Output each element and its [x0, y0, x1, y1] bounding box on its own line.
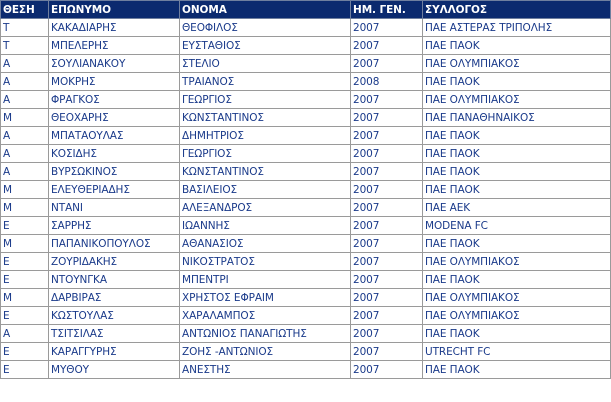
cell-position: Τ — [1, 37, 49, 55]
cell-surname: ΔΑΡΒΙΡΑΣ — [49, 289, 180, 307]
cell-club: ΠΑΕ ΠΑΟΚ — [423, 37, 611, 55]
header-position: ΘΕΣΗ — [1, 1, 49, 19]
table-row — [1, 217, 611, 235]
cell-club: UTRECHT FC — [423, 343, 611, 361]
cell-club: ΠΑΕ ΠΑΟΚ — [423, 325, 611, 343]
table-row — [1, 307, 611, 325]
table-row — [1, 145, 611, 163]
cell-first-name: ΖΟΗΣ -ΑΝΤΩΝΙΟΣ — [180, 343, 351, 361]
cell-surname: ΝΤΟΥΝΓΚΑ — [49, 271, 180, 289]
cell-first-name: ΜΠΕΝΤΡΙ — [180, 271, 351, 289]
cell-club: ΠΑΕ ΟΛΥΜΠΙΑΚΟΣ — [423, 253, 611, 271]
cell-first-name: ΝΙΚΟΣΤΡΑΤΟΣ — [180, 253, 351, 271]
cell-first-name: ΔΗΜΗΤΡΙΟΣ — [180, 127, 351, 145]
cell-surname: ΦΡΑΓΚΟΣ — [49, 91, 180, 109]
cell-club: ΠΑΕ ΠΑΟΚ — [423, 361, 611, 379]
cell-birth-year: 2007 — [351, 127, 423, 145]
table-row — [1, 19, 611, 37]
table-row — [1, 91, 611, 109]
cell-birth-year: 2007 — [351, 163, 423, 181]
cell-surname: ΚΟΣΙΔΗΣ — [49, 145, 180, 163]
cell-birth-year: 2007 — [351, 343, 423, 361]
header-birth-year: ΗΜ. ΓΕΝ. — [351, 1, 423, 19]
cell-position: Ε — [1, 343, 49, 361]
cell-surname: ΕΛΕΥΘΕΡΙΑΔΗΣ — [49, 181, 180, 199]
cell-first-name: ΧΑΡΑΛΑΜΠΟΣ — [180, 307, 351, 325]
table-body — [1, 19, 611, 379]
cell-position: Α — [1, 55, 49, 73]
cell-position: Α — [1, 145, 49, 163]
cell-club: ΠΑΕ ΠΑΟΚ — [423, 235, 611, 253]
cell-position: Ε — [1, 307, 49, 325]
table-row — [1, 325, 611, 343]
cell-surname: ΚΑΡΑΓΓΥΡΗΣ — [49, 343, 180, 361]
cell-club: ΠΑΕ ΟΛΥΜΠΙΑΚΟΣ — [423, 55, 611, 73]
table-row — [1, 109, 611, 127]
cell-club: ΠΑΕ ΟΛΥΜΠΙΑΚΟΣ — [423, 307, 611, 325]
cell-surname: ΣΟΥΛΙΑΝΑΚΟΥ — [49, 55, 180, 73]
cell-surname: ΣΑΡΡΗΣ — [49, 217, 180, 235]
cell-club: ΠΑΕ ΑΣΤΕΡΑΣ ΤΡΙΠΟΛΗΣ — [423, 19, 611, 37]
cell-first-name: ΓΕΩΡΓΙΟΣ — [180, 91, 351, 109]
cell-position: Τ — [1, 19, 49, 37]
header-surname: ΕΠΩΝΥΜΟ — [49, 1, 180, 19]
cell-surname: ΚΑΚΑΔΙΑΡΗΣ — [49, 19, 180, 37]
cell-birth-year: 2007 — [351, 109, 423, 127]
table-header-row — [1, 1, 611, 19]
cell-first-name: ΕΥΣΤΑΘΙΟΣ — [180, 37, 351, 55]
cell-birth-year: 2007 — [351, 55, 423, 73]
cell-birth-year: 2007 — [351, 253, 423, 271]
table-row — [1, 55, 611, 73]
cell-club: MODENA FC — [423, 217, 611, 235]
cell-position: Μ — [1, 235, 49, 253]
table-row — [1, 73, 611, 91]
cell-birth-year: 2007 — [351, 145, 423, 163]
header-club: ΣΥΛΛΟΓΟΣ — [423, 1, 611, 19]
cell-position: Ε — [1, 271, 49, 289]
cell-club: ΠΑΕ ΠΑΟΚ — [423, 163, 611, 181]
cell-first-name: ΚΩΝΣΤΑΝΤΙΝΟΣ — [180, 163, 351, 181]
cell-birth-year: 2007 — [351, 289, 423, 307]
cell-club: ΠΑΕ ΟΛΥΜΠΙΑΚΟΣ — [423, 91, 611, 109]
cell-position: Μ — [1, 199, 49, 217]
cell-club: ΠΑΕ ΠΑΝΑΘΗΝΑΙΚΟΣ — [423, 109, 611, 127]
cell-surname: ΠΑΠΑΝΙΚΟΠΟΥΛΟΣ — [49, 235, 180, 253]
cell-surname: ΜΟΚΡΗΣ — [49, 73, 180, 91]
cell-first-name: ΑΝΤΩΝΙΟΣ ΠΑΝΑΓΙΩΤΗΣ — [180, 325, 351, 343]
cell-club: ΠΑΕ ΠΑΟΚ — [423, 127, 611, 145]
cell-birth-year: 2007 — [351, 307, 423, 325]
cell-position: Μ — [1, 289, 49, 307]
header-first-name: ΟΝΟΜΑ — [180, 1, 351, 19]
cell-birth-year: 2007 — [351, 325, 423, 343]
cell-first-name: ΣΤΕΛΙΟ — [180, 55, 351, 73]
cell-birth-year: 2007 — [351, 217, 423, 235]
table-row — [1, 271, 611, 289]
cell-birth-year: 2008 — [351, 73, 423, 91]
table-row — [1, 163, 611, 181]
cell-first-name: ΙΩΑΝΝΗΣ — [180, 217, 351, 235]
table-row — [1, 181, 611, 199]
table-row — [1, 343, 611, 361]
cell-position: Ε — [1, 217, 49, 235]
cell-first-name: ΓΕΩΡΓΙΟΣ — [180, 145, 351, 163]
table-row — [1, 199, 611, 217]
cell-position: Ε — [1, 361, 49, 379]
cell-club: ΠΑΕ ΠΑΟΚ — [423, 73, 611, 91]
table-row — [1, 235, 611, 253]
cell-surname: ΜΠΑΤΑΟΥΛΑΣ — [49, 127, 180, 145]
cell-surname: ΜΥΘΟΥ — [49, 361, 180, 379]
table-row — [1, 37, 611, 55]
cell-birth-year: 2007 — [351, 361, 423, 379]
cell-surname: ΝΤΑΝΙ — [49, 199, 180, 217]
cell-surname: ΒΥΡΣΩΚΙΝΟΣ — [49, 163, 180, 181]
cell-club: ΠΑΕ ΠΑΟΚ — [423, 145, 611, 163]
cell-first-name: ΑΘΑΝΑΣΙΟΣ — [180, 235, 351, 253]
cell-surname: ΘΕΟΧΑΡΗΣ — [49, 109, 180, 127]
cell-birth-year: 2007 — [351, 19, 423, 37]
cell-club: ΠΑΕ ΟΛΥΜΠΙΑΚΟΣ — [423, 289, 611, 307]
table-row — [1, 253, 611, 271]
cell-first-name: ΘΕΟΦΙΛΟΣ — [180, 19, 351, 37]
table-row — [1, 127, 611, 145]
table-row — [1, 289, 611, 307]
cell-birth-year: 2007 — [351, 271, 423, 289]
cell-surname: ΚΩΣΤΟΥΛΑΣ — [49, 307, 180, 325]
cell-position: Μ — [1, 181, 49, 199]
cell-position: Μ — [1, 109, 49, 127]
cell-club: ΠΑΕ ΑΕΚ — [423, 199, 611, 217]
cell-first-name: ΧΡΗΣΤΟΣ ΕΦΡΑΙΜ — [180, 289, 351, 307]
cell-first-name: ΚΩΝΣΤΑΝΤΙΝΟΣ — [180, 109, 351, 127]
cell-position: Α — [1, 91, 49, 109]
cell-first-name: ΒΑΣΙΛΕΙΟΣ — [180, 181, 351, 199]
cell-first-name: ΑΛΕΞΑΝΔΡΟΣ — [180, 199, 351, 217]
cell-surname: ΜΠΕΛΕΡΗΣ — [49, 37, 180, 55]
table-row — [1, 361, 611, 379]
cell-first-name: ΑΝΕΣΤΗΣ — [180, 361, 351, 379]
cell-birth-year: 2007 — [351, 37, 423, 55]
cell-position: Α — [1, 163, 49, 181]
cell-first-name: ΤΡΑΙΑΝΟΣ — [180, 73, 351, 91]
cell-position: Α — [1, 73, 49, 91]
cell-position: Ε — [1, 253, 49, 271]
cell-position: Α — [1, 127, 49, 145]
cell-birth-year: 2007 — [351, 235, 423, 253]
cell-birth-year: 2007 — [351, 91, 423, 109]
cell-birth-year: 2007 — [351, 181, 423, 199]
cell-club: ΠΑΕ ΠΑΟΚ — [423, 181, 611, 199]
cell-birth-year: 2007 — [351, 199, 423, 217]
cell-surname: ΤΣΙΤΣΙΛΑΣ — [49, 325, 180, 343]
cell-position: Α — [1, 325, 49, 343]
cell-club: ΠΑΕ ΠΑΟΚ — [423, 271, 611, 289]
cell-surname: ΖΟΥΡΙΔΑΚΗΣ — [49, 253, 180, 271]
